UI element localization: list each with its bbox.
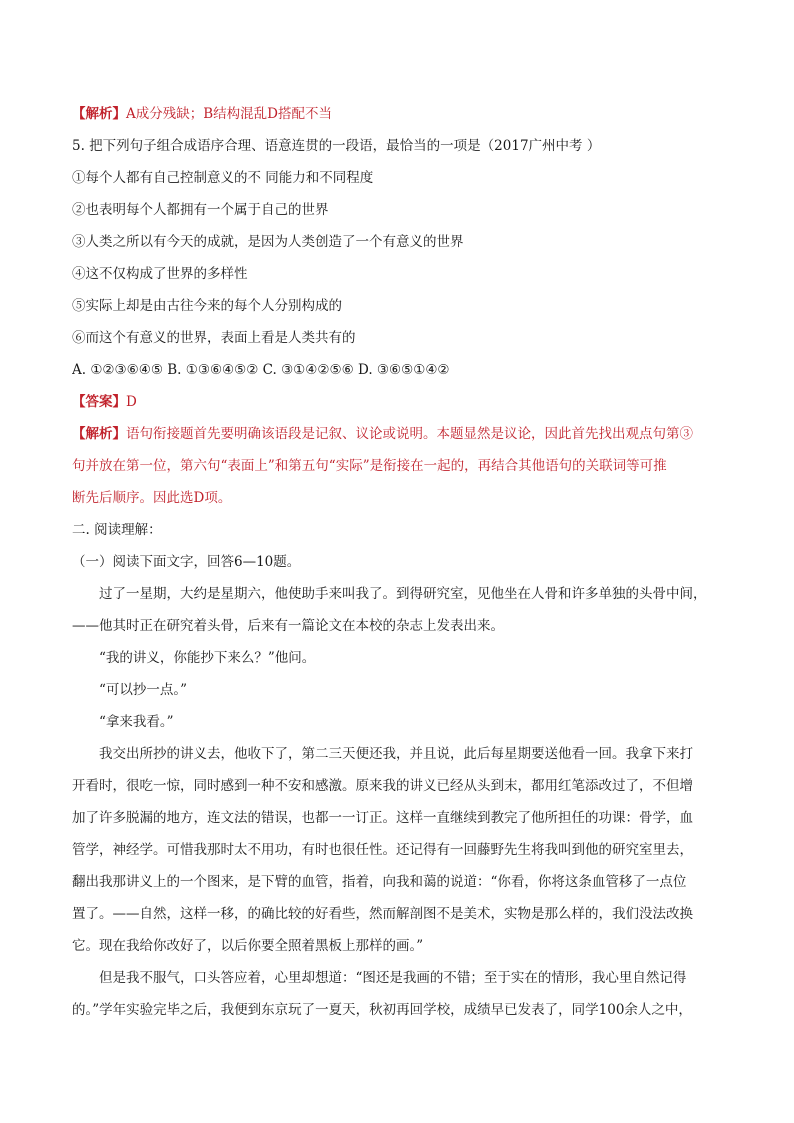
- passage-p5-line-6: 置了。——自然，这样一移，的确比较的好看些，然而解剖图不是美术，实物是那么样的，我们没法改换: [72, 906, 693, 922]
- analysis-tag: 【解析】: [72, 426, 126, 442]
- question-5-stem: 5. 把下列句子组合成语序合理、语意连贯的一段语，最恰当的一项是（2017广州中考 ）: [72, 138, 601, 154]
- passage-p5-line-2: 开看时，很吃一惊，同时感到一种不安和感激。原来我的讲义已经从头到末，都用红笔添改过了，不但增: [72, 778, 693, 794]
- question-5-item-6: ⑥而这个有意义的世界，表面上看是人类共有的: [72, 330, 356, 346]
- question-5-options: A. ①②③⑥④⑤ B. ①③⑥④⑤② C. ③①④②⑤⑥ D. ③⑥⑤①④②: [72, 362, 450, 378]
- passage-p5-line-1: 我交出所抄的讲义去，他收下了，第二三天便还我，并且说，此后每星期要送他看一回。我拿下来打: [99, 746, 693, 762]
- question-5-analysis-line-3: 断先后顺序。因此选D项。: [72, 490, 232, 506]
- passage-p5-line-3: 加了许多脱漏的地方，连文法的错误，也都一一订正。这样一直继续到教完了他所担任的功课：骨学，血: [72, 810, 693, 826]
- question-5-analysis-line-2: 句并放在第一位，第六句“表面上”和第五句“实际”是衔接在一起的，再结合其他语句的关联词等可推: [72, 458, 667, 474]
- analysis-4: [72, 98, 732, 130]
- section-heading: 二. 阅读理解：: [72, 522, 162, 538]
- passage-p3: “可以抄一点。”: [99, 682, 188, 698]
- analysis-tag: 【解析】: [72, 106, 126, 122]
- question-5-item-1: ①每个人都有自己控制意义的不 同能力和不同程度: [72, 170, 374, 186]
- question-5-item-3: ③人类之所以有今天的成就，是因为人类创造了一个有意义的世界: [72, 234, 464, 250]
- question-5-answer: [72, 386, 732, 418]
- passage-p1-line-1: 过了一星期，大约是星期六，他使助手来叫我了。到得研究室，见他坐在人骨和许多单独的头骨中间，: [99, 586, 707, 602]
- answer-value: D: [126, 394, 137, 410]
- passage-p2: “我的讲义，你能抄下来么？”他问。: [99, 650, 316, 666]
- analysis-text: 语句衔接题首先要明确该语段是记叙、议论或说明。本题显然是议论，因此首先找出观点句第③: [126, 426, 693, 442]
- question-5-analysis-line-1: [72, 418, 732, 450]
- question-5-item-4: ④这不仅构成了世界的多样性: [72, 266, 248, 282]
- passage-p6-line-2: 的。”学年实验完毕之后，我便到东京玩了一夏天，秋初再回学校，成绩早已发表了，同学100余人之中，: [72, 1002, 692, 1018]
- passage-p5-line-5: 翻出我那讲义上的一个图来，是下臂的血管，指着，向我和蔼的说道：“你看，你将这条血管移了一点位: [72, 874, 687, 890]
- question-5-item-2: ②也表明每个人都拥有一个属于自己的世界: [72, 202, 329, 218]
- section-sub-heading: （一）阅读下面文字，回答6—10题。: [72, 554, 301, 570]
- passage-p5-line-4: 管学，神经学。可惜我那时太不用功，有时也很任性。还记得有一回藤野先生将我叫到他的研究室里去，: [72, 842, 693, 858]
- answer-tag: 【答案】: [72, 394, 126, 410]
- question-5-item-5: ⑤实际上却是由古往今来的每个人分别构成的: [72, 298, 342, 314]
- passage-p4: “拿来我看。”: [99, 714, 174, 730]
- document-page: [72, 98, 732, 1026]
- passage-p6-line-1: 但是我不服气，口头答应着，心里却想道：“图还是我画的不错；至于实在的情形，我心里自然记得: [99, 970, 687, 986]
- passage-p1-line-2: ——他其时正在研究着头骨，后来有一篇论文在本校的杂志上发表出来。: [72, 618, 504, 634]
- passage-p5-line-7: 它。现在我给你改好了，以后你要全照着黑板上那样的画。”: [72, 938, 424, 954]
- analysis-text: A成分残缺；B结构混乱D搭配不当: [126, 106, 332, 122]
